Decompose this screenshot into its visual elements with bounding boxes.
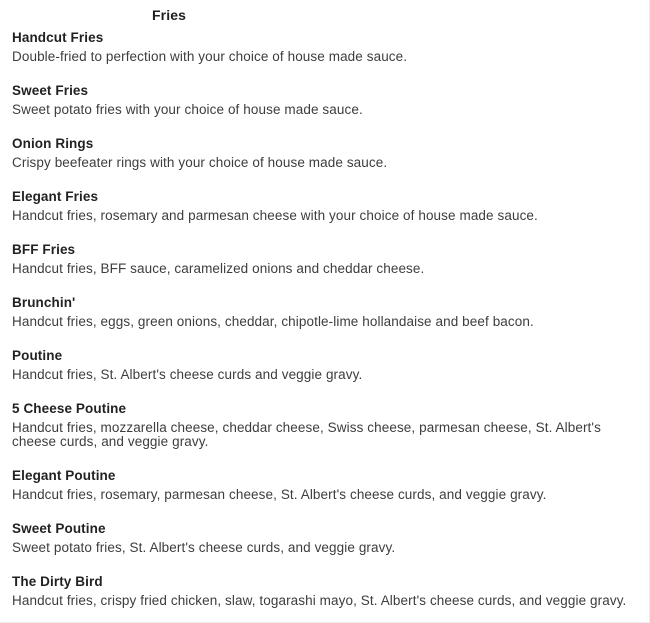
menu-item <box>12 469 637 502</box>
menu-item-name: Poutine <box>12 348 63 363</box>
menu-item-description: Sweet potato fries, St. Albert's cheese curds, and veggie gravy. <box>12 540 396 555</box>
menu-item <box>12 349 637 382</box>
menu-item <box>12 84 637 117</box>
menu-item-name: 5 Cheese Poutine <box>12 401 127 416</box>
menu-item <box>12 402 637 449</box>
menu-item-name: Sweet Poutine <box>12 521 106 536</box>
menu-item-name: Handcut Fries <box>12 30 104 45</box>
menu-item-description: Double-fried to perfection with your choice of house made sauce. <box>12 49 408 64</box>
menu-item <box>12 575 637 608</box>
menu-item-name: Sweet Fries <box>12 83 89 98</box>
menu-item-description: Sweet potato fries with your choice of house made sauce. <box>12 102 363 117</box>
menu-item <box>12 296 637 329</box>
menu-item-name: BFF Fries <box>12 242 76 257</box>
menu-item <box>12 31 637 64</box>
menu-item-description: Handcut fries, BFF sauce, caramelized onions and cheddar cheese. <box>12 261 425 276</box>
menu-item <box>12 137 637 170</box>
menu-item-name: Brunchin' <box>12 295 76 310</box>
menu-item-description: Handcut fries, rosemary and parmesan cheese with your choice of house made sauce. <box>12 208 538 223</box>
menu-item-description: Handcut fries, St. Albert's cheese curds and veggie gravy. <box>12 367 363 382</box>
menu-item-description: Crispy beefeater rings with your choice of house made sauce. <box>12 155 388 170</box>
menu-item <box>12 243 637 276</box>
menu-item-name: Onion Rings <box>12 136 94 151</box>
menu-item-description: Handcut fries, mozzarella cheese, cheddar cheese, Swiss cheese, parmesan cheese, St. Albert's cheese curds, and veggie gravy. <box>12 420 601 449</box>
menu-item <box>12 522 637 555</box>
menu-item <box>12 190 637 223</box>
menu-item-name: Elegant Fries <box>12 189 99 204</box>
menu-item-name: The Dirty Bird <box>12 574 103 589</box>
menu-section-title: Fries <box>152 7 186 23</box>
menu-item-description: Handcut fries, rosemary, parmesan cheese, St. Albert's cheese curds, and veggie gravy. <box>12 487 547 502</box>
menu-item-name: Elegant Poutine <box>12 468 116 483</box>
menu-item-description: Handcut fries, crispy fried chicken, slaw, togarashi mayo, St. Albert's cheese curds, and veggie gravy. <box>12 593 627 608</box>
menu-item-description: Handcut fries, eggs, green onions, cheddar, chipotle-lime hollandaise and beef bacon. <box>12 314 534 329</box>
